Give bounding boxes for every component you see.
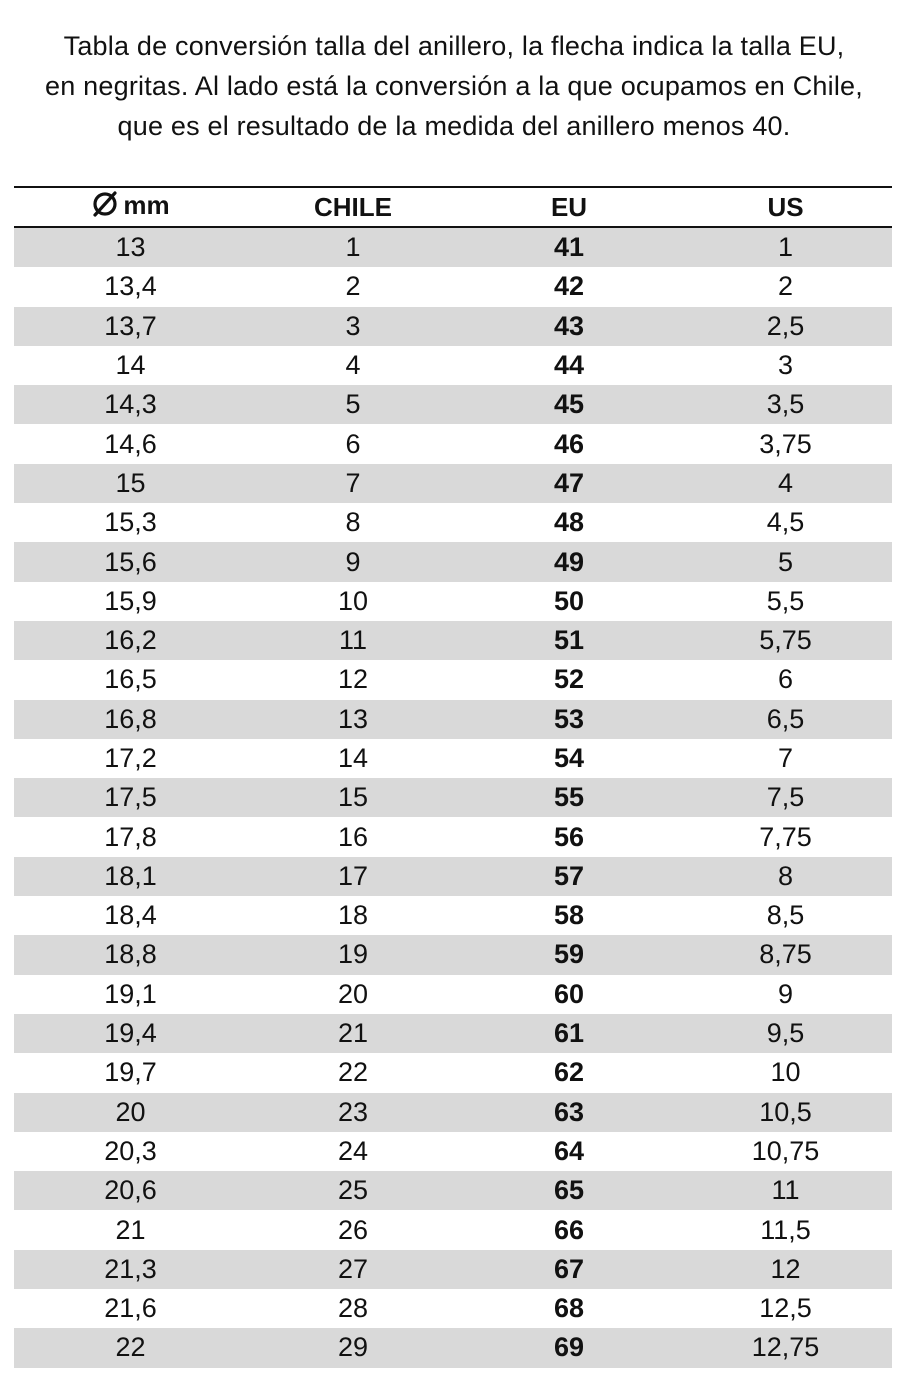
cell-mm: 17,5 [14, 778, 247, 817]
header-us: US [767, 191, 804, 222]
cell-chile: 28 [247, 1289, 459, 1328]
table-row [14, 1289, 892, 1328]
intro-line: que es el resultado de la medida del anillero menos 40. [117, 111, 791, 141]
intro-line: Tabla de conversión talla del anillero, la flecha indica la talla EU, [63, 31, 845, 61]
cell-mm: 21,6 [14, 1289, 247, 1328]
cell-us: 5,75 [679, 621, 892, 660]
cell-eu: 57 [459, 857, 679, 896]
table-row [14, 1250, 892, 1289]
cell-chile: 18 [247, 896, 459, 935]
cell-chile: 9 [247, 542, 459, 581]
cell-chile: 7 [247, 464, 459, 503]
cell-eu: 53 [459, 700, 679, 739]
cell-eu: 45 [459, 385, 679, 424]
cell-eu: 63 [459, 1093, 679, 1132]
cell-us: 12,5 [679, 1289, 892, 1328]
cell-eu: 66 [459, 1210, 679, 1249]
table-row [14, 857, 892, 896]
cell-eu: 47 [459, 464, 679, 503]
cell-chile: 13 [247, 700, 459, 739]
cell-mm: 18,4 [14, 896, 247, 935]
cell-eu: 44 [459, 346, 679, 385]
cell-eu: 41 [459, 227, 679, 267]
table-row [14, 385, 892, 424]
cell-eu: 42 [459, 267, 679, 306]
cell-us: 9 [679, 975, 892, 1014]
cell-us: 12,75 [679, 1328, 892, 1367]
cell-us: 8,5 [679, 896, 892, 935]
cell-eu: 59 [459, 935, 679, 974]
header-row [14, 187, 892, 227]
cell-mm: 20 [14, 1093, 247, 1132]
cell-us: 2 [679, 267, 892, 306]
cell-mm: 13,7 [14, 307, 247, 346]
cell-chile: 21 [247, 1014, 459, 1053]
cell-chile: 12 [247, 660, 459, 699]
cell-chile: 10 [247, 582, 459, 621]
cell-us: 2,5 [679, 307, 892, 346]
cell-us: 5,5 [679, 582, 892, 621]
table-header [14, 187, 892, 227]
size-conversion-table [14, 186, 892, 1368]
cell-us: 7,5 [679, 778, 892, 817]
cell-chile: 17 [247, 857, 459, 896]
cell-mm: 13 [14, 227, 247, 267]
diameter-icon [91, 191, 119, 224]
cell-eu: 61 [459, 1014, 679, 1053]
cell-chile: 20 [247, 975, 459, 1014]
cell-mm: 20,3 [14, 1132, 247, 1171]
table-row [14, 739, 892, 778]
cell-mm: 22 [14, 1328, 247, 1367]
cell-mm: 15 [14, 464, 247, 503]
cell-chile: 14 [247, 739, 459, 778]
table-row [14, 582, 892, 621]
cell-mm: 16,5 [14, 660, 247, 699]
table-row [14, 896, 892, 935]
cell-us: 7 [679, 739, 892, 778]
cell-chile: 29 [247, 1328, 459, 1367]
cell-eu: 50 [459, 582, 679, 621]
table-row [14, 227, 892, 267]
table-row [14, 935, 892, 974]
cell-us: 1 [679, 227, 892, 267]
cell-eu: 54 [459, 739, 679, 778]
cell-chile: 6 [247, 424, 459, 463]
table-row [14, 778, 892, 817]
table-row [14, 503, 892, 542]
cell-us: 6,5 [679, 700, 892, 739]
cell-eu: 64 [459, 1132, 679, 1171]
cell-eu: 52 [459, 660, 679, 699]
cell-eu: 51 [459, 621, 679, 660]
cell-us: 10 [679, 1053, 892, 1092]
cell-chile: 22 [247, 1053, 459, 1092]
cell-chile: 19 [247, 935, 459, 974]
cell-mm: 19,4 [14, 1014, 247, 1053]
cell-eu: 60 [459, 975, 679, 1014]
table-row [14, 1014, 892, 1053]
table-row [14, 1093, 892, 1132]
table-row [14, 267, 892, 306]
table-row [14, 1132, 892, 1171]
cell-chile: 26 [247, 1210, 459, 1249]
cell-chile: 27 [247, 1250, 459, 1289]
cell-mm: 19,7 [14, 1053, 247, 1092]
cell-chile: 1 [247, 227, 459, 267]
cell-us: 11,5 [679, 1210, 892, 1249]
cell-chile: 4 [247, 346, 459, 385]
cell-eu: 48 [459, 503, 679, 542]
cell-us: 3,75 [679, 424, 892, 463]
header-mm [14, 187, 247, 227]
table-row [14, 1171, 892, 1210]
table-row [14, 542, 892, 581]
cell-mm: 17,8 [14, 817, 247, 856]
table-row [14, 660, 892, 699]
cell-us: 3,5 [679, 385, 892, 424]
cell-us: 4 [679, 464, 892, 503]
cell-us: 9,5 [679, 1014, 892, 1053]
cell-mm: 14,6 [14, 424, 247, 463]
cell-mm: 19,1 [14, 975, 247, 1014]
table-body [14, 227, 892, 1368]
cell-us: 10,75 [679, 1132, 892, 1171]
cell-us: 5 [679, 542, 892, 581]
cell-eu: 49 [459, 542, 679, 581]
cell-us: 3 [679, 346, 892, 385]
cell-chile: 2 [247, 267, 459, 306]
cell-eu: 56 [459, 817, 679, 856]
cell-mm: 21 [14, 1210, 247, 1249]
cell-mm: 17,2 [14, 739, 247, 778]
table-row [14, 975, 892, 1014]
cell-us: 6 [679, 660, 892, 699]
table-row [14, 700, 892, 739]
cell-mm: 15,6 [14, 542, 247, 581]
cell-mm: 14,3 [14, 385, 247, 424]
cell-chile: 8 [247, 503, 459, 542]
cell-chile: 11 [247, 621, 459, 660]
cell-chile: 23 [247, 1093, 459, 1132]
cell-mm: 15,9 [14, 582, 247, 621]
cell-us: 11 [679, 1171, 892, 1210]
cell-eu: 55 [459, 778, 679, 817]
table-row [14, 621, 892, 660]
intro-text [14, 26, 894, 146]
cell-mm: 13,4 [14, 267, 247, 306]
cell-eu: 67 [459, 1250, 679, 1289]
table-row [14, 1328, 892, 1367]
cell-us: 4,5 [679, 503, 892, 542]
cell-eu: 43 [459, 307, 679, 346]
table-row [14, 307, 892, 346]
cell-mm: 21,3 [14, 1250, 247, 1289]
cell-chile: 3 [247, 307, 459, 346]
cell-chile: 5 [247, 385, 459, 424]
table-row [14, 817, 892, 856]
table-row [14, 424, 892, 463]
cell-eu: 69 [459, 1328, 679, 1367]
cell-us: 8,75 [679, 935, 892, 974]
cell-eu: 62 [459, 1053, 679, 1092]
cell-mm: 20,6 [14, 1171, 247, 1210]
cell-us: 10,5 [679, 1093, 892, 1132]
cell-eu: 58 [459, 896, 679, 935]
cell-eu: 68 [459, 1289, 679, 1328]
cell-us: 12 [679, 1250, 892, 1289]
cell-mm: 15,3 [14, 503, 247, 542]
cell-chile: 16 [247, 817, 459, 856]
table-row [14, 464, 892, 503]
header-mm-label: mm [123, 190, 170, 220]
cell-eu: 46 [459, 424, 679, 463]
table-row [14, 346, 892, 385]
table-row [14, 1210, 892, 1249]
cell-mm: 18,8 [14, 935, 247, 974]
cell-mm: 16,2 [14, 621, 247, 660]
cell-us: 8 [679, 857, 892, 896]
intro-line: en negritas. Al lado está la conversión a la que ocupamos en Chile, [45, 71, 863, 101]
cell-chile: 15 [247, 778, 459, 817]
cell-mm: 16,8 [14, 700, 247, 739]
header-chile: CHILE [314, 191, 392, 222]
table-row [14, 1053, 892, 1092]
cell-mm: 14 [14, 346, 247, 385]
cell-mm: 18,1 [14, 857, 247, 896]
cell-us: 7,75 [679, 817, 892, 856]
header-eu: EU [550, 191, 588, 222]
cell-eu: 65 [459, 1171, 679, 1210]
cell-chile: 24 [247, 1132, 459, 1171]
cell-chile: 25 [247, 1171, 459, 1210]
